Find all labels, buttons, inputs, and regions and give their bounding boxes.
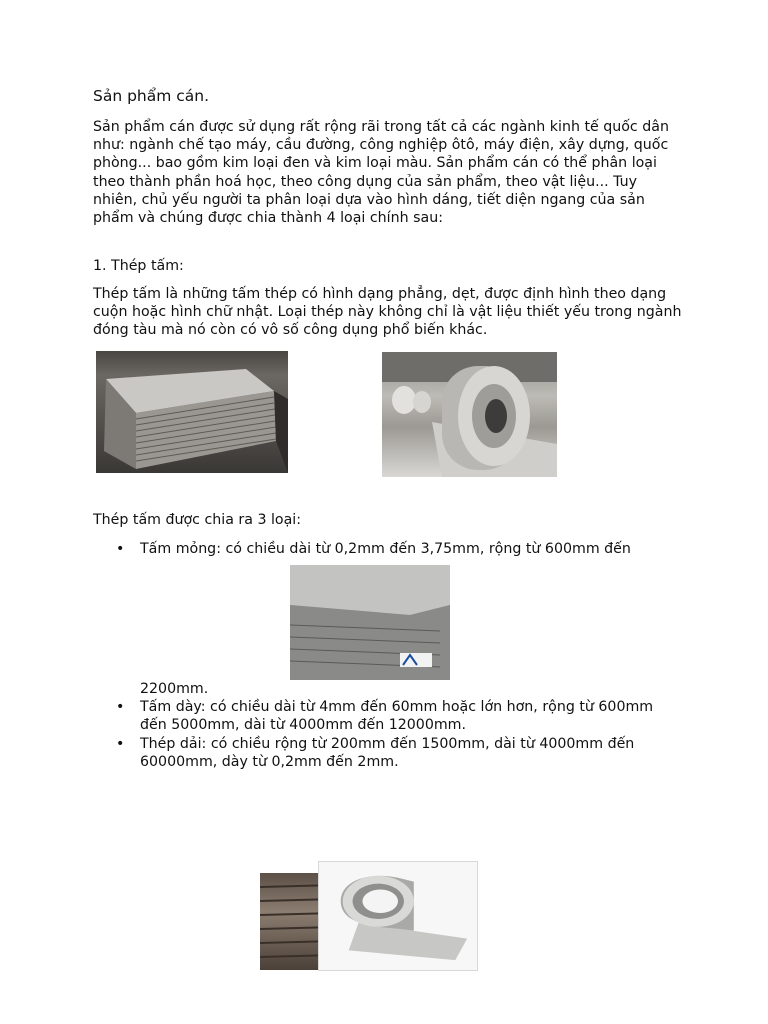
- item-thin-sheet-line2: 2200mm.: [140, 681, 209, 697]
- bullet-marker: •: [116, 699, 125, 715]
- item-steel-strip: Thép dải: có chiều rộng từ 200mm đến 1500mm, dài từ 4000mm đến 60000mm, dày từ 0,2mm đến 2mm.: [140, 736, 635, 771]
- section-description: Thép tấm là những tấm thép có hình dạng phẳng, dẹt, được định hình theo dạng cuộn hoặc hình chữ nhật. Loại thép này không chỉ là vật liệu thiết yếu trong ngành đóng tàu mà nó còn có vô số công dụng phổ biến khác.: [93, 286, 682, 339]
- item-thick-sheet: Tấm dày: có chiều dài từ 4mm đến 60mm hoặc lớn hơn, rộng từ 600mm đến 5000mm, dài từ 4000mm đến 12000mm.: [140, 699, 654, 734]
- steel-coil-photo: [382, 352, 557, 477]
- types-intro: Thép tấm được chia ra 3 loại:: [93, 512, 302, 528]
- item-thin-sheet-line1: Tấm mỏng: có chiều dài từ 0,2mm đến 3,75mm, rộng từ 600mm đến: [140, 541, 631, 557]
- steel-plates-photo: [96, 351, 288, 473]
- page-heading: Sản phẩm cán.: [93, 87, 210, 105]
- bullet-marker: •: [116, 541, 125, 557]
- thin-steel-sheets-photo: [290, 565, 450, 680]
- steel-strip-roll-photo: [318, 861, 478, 971]
- section-title: 1. Thép tấm:: [93, 258, 184, 274]
- intro-paragraph: Sản phẩm cán được sử dụng rất rộng rãi trong tất cả các ngành kinh tế quốc dân như: ngành chế tạo máy, cầu đường, công nghiệp ôtô, máy điện, xây dựng, quốc phòng... bao gồm kim loại đen và kim loại màu. Sản phẩm cán có thể phân loại theo thành phần hoá học, theo công dụng của sản phẩm, theo vật liệu... Tuy nhiên, chủ yếu người ta phân loại dựa vào hình dáng, tiết diện ngang của sản phẩm và chúng được chia thành 4 loại chính sau:: [93, 119, 669, 227]
- bullet-marker: •: [116, 736, 125, 752]
